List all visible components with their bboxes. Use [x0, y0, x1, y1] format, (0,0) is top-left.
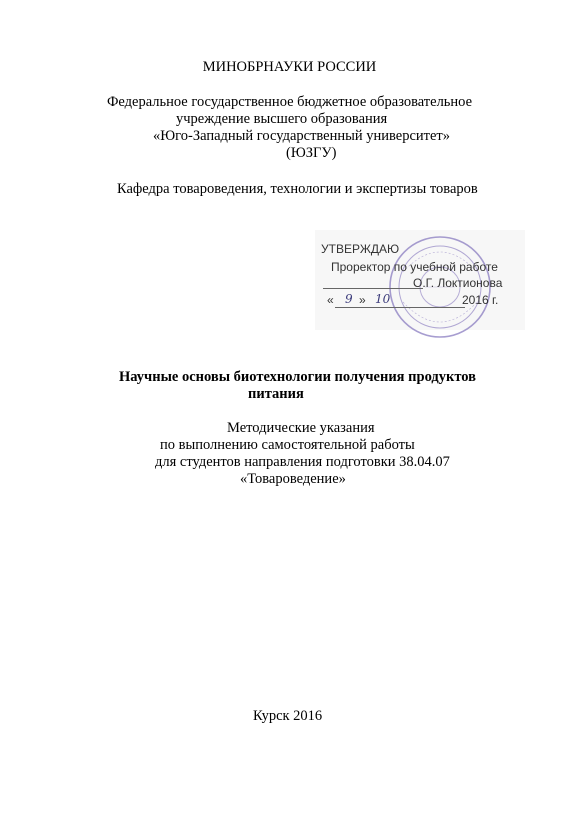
institution-line-2: учреждение высшего образования — [176, 111, 388, 127]
approver-name: О.Г. Локтионова — [413, 276, 503, 290]
subtitle-line-2: по выполнению самостоятельной работы — [160, 437, 415, 453]
date-line — [335, 307, 465, 308]
city-year: Курск 2016 — [253, 708, 323, 724]
institution-abbr: (ЮЗГУ) — [286, 145, 337, 161]
date-open-quote: « — [327, 293, 334, 307]
department-name: Кафедра товароведения, технологии и экспертизы товаров — [117, 181, 478, 197]
institution-line-3: «Юго-Западный государственный университет» — [153, 128, 451, 144]
date-month: 10 — [375, 292, 391, 306]
institution-line-1: Федеральное государственное бюджетное образовательное — [106, 94, 473, 110]
signature-line — [323, 288, 423, 289]
subtitle-line-3: для студентов направления подготовки 38.04.07 — [155, 454, 450, 470]
title-line-1: Научные основы биотехнологии получения продуктов — [119, 369, 476, 385]
date-year: 2016 г. — [462, 293, 499, 307]
subtitle-line-4: «Товароведение» — [240, 471, 346, 487]
date-day: 9 — [345, 292, 353, 306]
date-close-quote: » — [359, 293, 366, 307]
approval-block — [315, 230, 525, 330]
ministry-name: МИНОБРНАУКИ РОССИИ — [202, 59, 377, 75]
subtitle-line-1: Методические указания — [227, 420, 375, 436]
approver-position: Проректор по учебной работе — [331, 260, 498, 274]
approved-label: УТВЕРЖДАЮ — [321, 242, 400, 256]
title-line-2: питания — [248, 386, 304, 402]
